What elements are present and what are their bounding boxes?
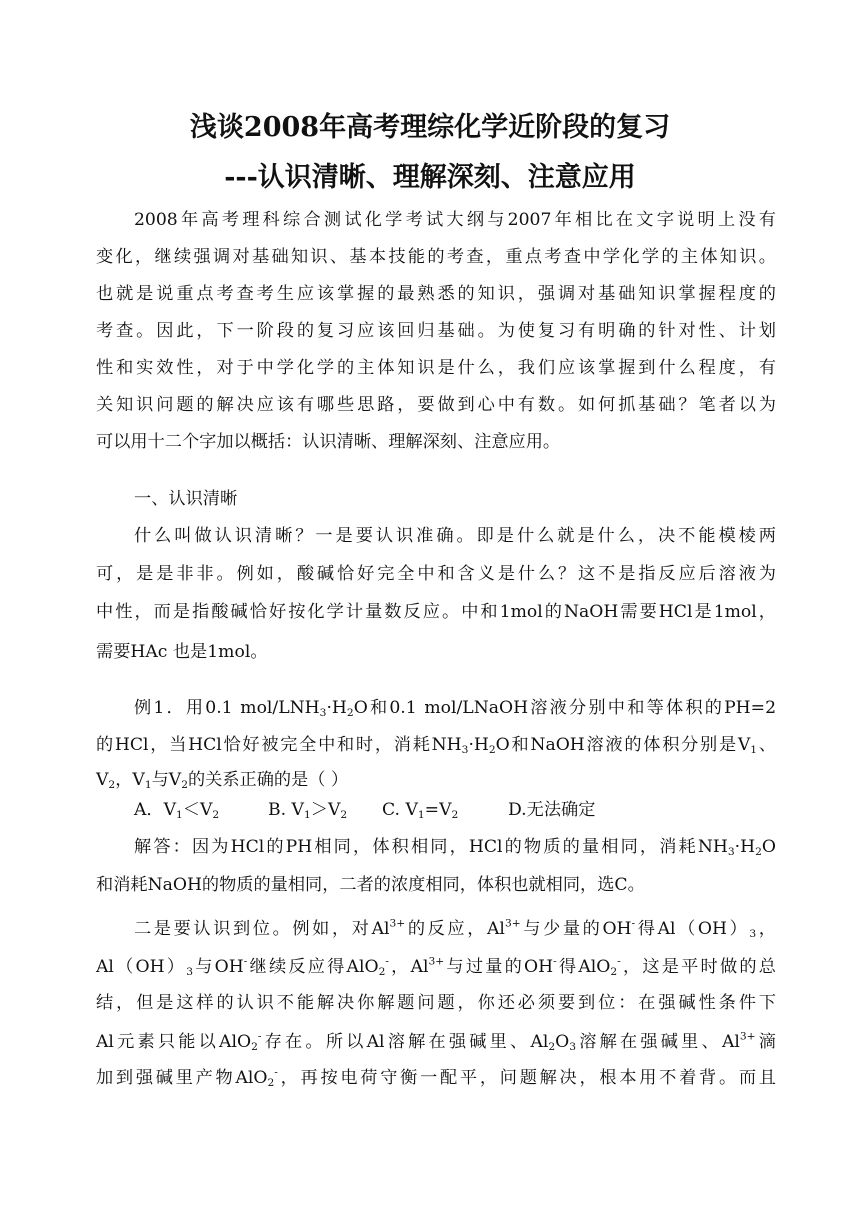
example-line: 的HCl，当HCl恰好被完全中和时，消耗$NH_3\cdot H_2O$和NaOH溶液的体积分别是$V_1$、 [96,735,776,757]
paragraph-line: 什么叫做认识清晰？一是要认识准确。即是什么就是什么，决不能模棱两 [134,526,776,546]
paragraph-line: 考查。因此，下一阶段的复习应该回归基础。为使复习有明确的针对性、计划 [96,321,776,341]
example-line: $V_2$，$V_1$与$V_2$的关系正确的是（ ） [96,770,349,792]
answer-options [134,798,776,822]
answer-line: 和消耗NaOH的物质的量相同，二者的浓度相同，体积也就相同，选C。 [96,875,645,895]
document-title: 浅谈2008年高考理综化学近阶段的复习 [189,112,671,143]
paragraph-line: 二是要认识到位。例如，对$Al^{3+}$的反应，$Al^{3+}$与少量的OH-得$Al(OH)_3$， [134,916,776,941]
paragraph-line: Al元素只能以AlO$_2$-存在。所以Al溶解在强碱里、$Al_2O_3$溶解在强碱里、$Al^{3+}$滴 [96,1029,776,1054]
paragraph-line: 也就是说重点考查考生应该掌握的最熟悉的知识，强调对基础知识掌握程度的 [96,284,776,304]
document-subtitle: ---认识清晰、理解深刻、注意应用 [224,162,636,193]
option-a: A．$V_1<V_2$ [134,800,220,822]
paragraph-line: 中性，而是指酸碱恰好按化学计量数反应。中和1mol的NaOH需要HCl是1mol， [96,602,776,622]
option-d: D.无法确定 [508,800,596,820]
paragraph-line: 关知识问题的解决应该有哪些思路，要做到心中有数。如何抓基础？笔者以为 [96,395,776,415]
section-heading: 一、认识清晰 [134,489,238,509]
paragraph-line: 可，是是非非。例如，酸碱恰好完全中和含义是什么？这不是指反应后溶液为 [96,564,776,584]
paragraph-line: 加到强碱里产物AlO$_2$-，再按电荷守衡一配平，问题解决，根本用不着背。而且 [96,1065,776,1090]
paragraph-line: 需要HAc 也是1mol。 [96,642,268,662]
paragraph-line: 性和实效性，对于中学化学的主体知识是什么，我们应该掌握到什么程度，有 [96,358,776,378]
paragraph-line: 可以用十二个字加以概括：认识清晰、理解深刻、注意应用。 [96,432,561,452]
paragraph-line: 结，但是这样的认识不能解决你解题问题，你还必须要到位：在强碱性条件下 [96,993,776,1013]
paragraph-line: $Al(OH)_3$与OH-继续反应得AlO$_2$-，$Al^{3+}$与过量的OH-得AlO$_2$-，这是平时做的总 [96,954,776,979]
option-c: C. $V_1=V_2$ [382,800,459,822]
example-line: 例1．用0.1 mol/$LNH_3\cdot H_2O$和0.1 mol/LNaOH溶液分别中和等体积的PH=2 [134,698,777,720]
answer-line: 解答：因为HCl的PH相同，体积相同，HCl的物质的量相同，消耗$NH_3\cdot H_2O$ [134,837,776,859]
paragraph-line: 2008年高考理科综合测试化学考试大纲与2007年相比在文字说明上没有 [134,210,776,230]
option-b: B. $V_1>V_2$ [268,800,348,822]
paragraph-line: 变化，继续强调对基础知识、基本技能的考查，重点考查中学化学的主体知识。 [96,247,776,267]
